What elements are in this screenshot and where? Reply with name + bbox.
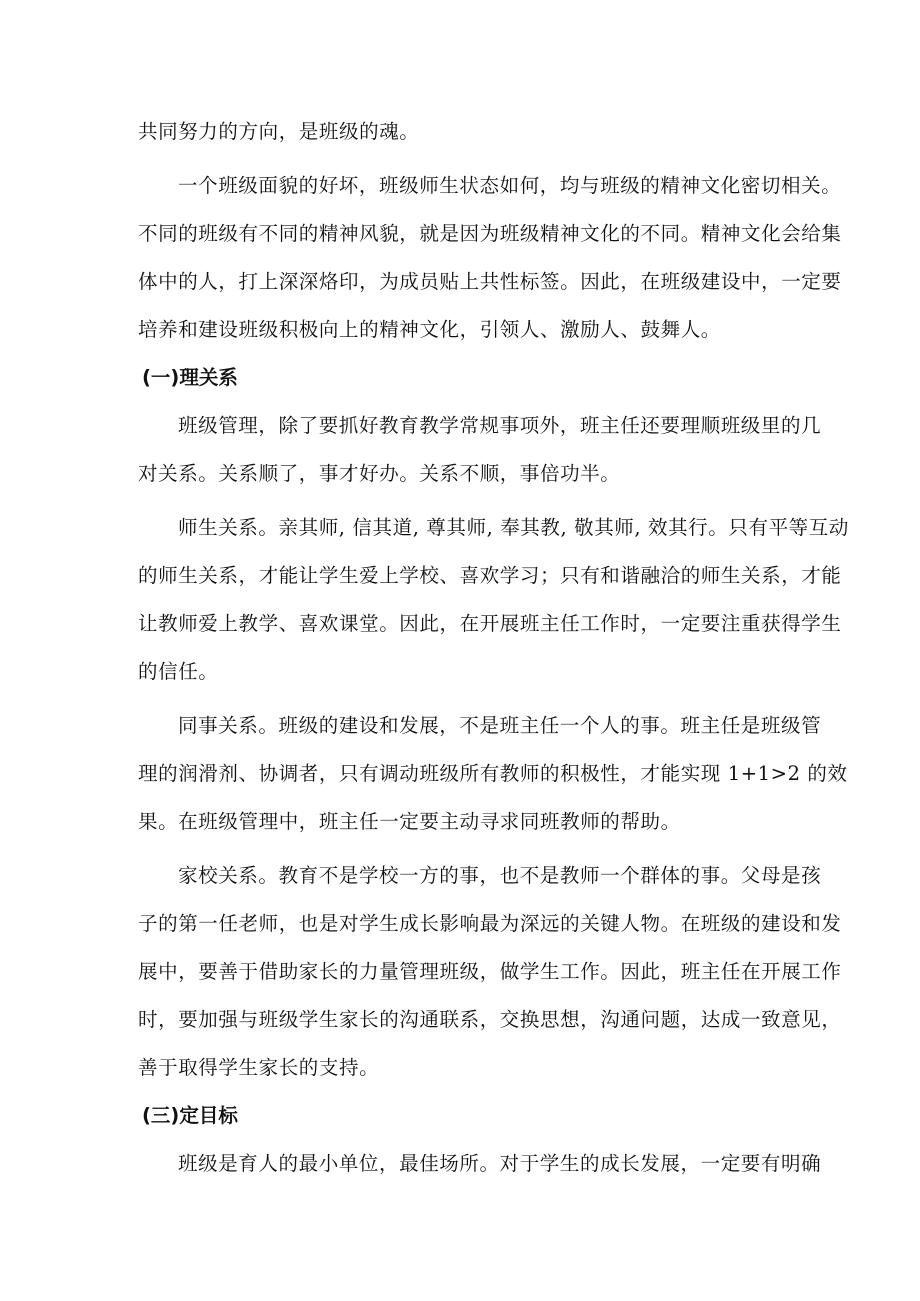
text-line: 一个班级面貌的好坏，班级师生状态如何，均与班级的精神文化密切相关。	[178, 174, 842, 197]
paragraph-continuation	[138, 108, 798, 156]
text-line: 的信任。	[138, 660, 219, 683]
text-line: 共同努力的方向，是班级的魂。	[138, 120, 420, 143]
document-page	[138, 108, 849, 1188]
text-line: 子的第一任老师，也是对学生成长影响最为深远的关键人物。在班级的建设和发	[138, 912, 842, 935]
paragraph-relations-intro	[138, 402, 822, 498]
text-line: 班级管理，除了要抓好教育教学常规事项外，班主任还要理顺班级里的几	[178, 414, 822, 437]
paragraph-goals	[138, 1140, 822, 1188]
text-line: 展中，要善于借助家长的力量管理班级，做学生工作。因此，班主任在开展工作	[138, 960, 842, 983]
text-line: 培养和建设班级积极向上的精神文化，引领人、激励人、鼓舞人。	[138, 318, 721, 341]
paragraph-teacher-student	[138, 504, 849, 696]
paragraph-spirit-culture	[138, 162, 842, 354]
text-line: 班级是育人的最小单位，最佳场所。对于学生的成长发展，一定要有明确	[178, 1152, 822, 1175]
text-line: 体中的人，打上深深烙印，为成员贴上共性标签。因此，在班级建设中，一定要	[138, 270, 842, 293]
text-line: 的师生关系，才能让学生爱上学校、喜欢学习；只有和谐融洽的师生关系，才能	[138, 564, 842, 587]
text-line: 家校关系。教育不是学校一方的事，也不是教师一个群体的事。父母是孩	[178, 864, 822, 887]
section-heading-goals: (三)定目标	[142, 1104, 238, 1127]
text-line: 同事关系。班级的建设和发展，不是班主任一个人的事。班主任是班级管	[178, 714, 822, 737]
text-line: 对关系。关系顺了，事才好办。关系不顺，事倍功半。	[138, 462, 621, 485]
paragraph-home-school	[138, 852, 842, 1092]
text-line: 让教师爱上教学、喜欢课堂。因此，在开展班主任工作时，一定要注重获得学生	[138, 612, 842, 635]
text-line: 善于取得学生家长的支持。	[138, 1056, 380, 1079]
paragraph-colleagues	[138, 702, 848, 846]
text-line: 时，要加强与班级学生家长的沟通联系，交换思想，沟通问题，达成一致意见，	[138, 1008, 842, 1031]
text-line: 不同的班级有不同的精神风貌，就是因为班级精神文化的不同。精神文化会给集	[138, 222, 842, 245]
text-line: 师生关系。亲其师, 信其道, 尊其师, 奉其教, 敬其师, 效其行。只有平等互动	[178, 516, 849, 539]
text-line: 果。在班级管理中，班主任一定要主动寻求同班教师的帮助。	[138, 810, 681, 833]
text-line: 理的润滑剂、协调者，只有调动班级所有教师的积极性，才能实现 1+1>2 的效	[138, 762, 848, 785]
section-heading-relations: (一)理关系	[142, 366, 238, 389]
